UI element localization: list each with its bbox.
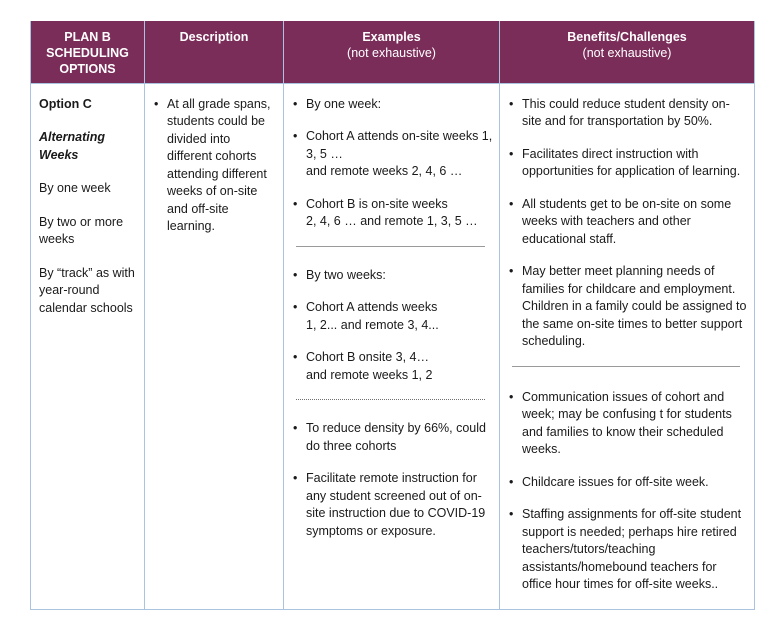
header-benefits-sub: (not exhaustive) bbox=[582, 46, 672, 60]
table-header-row bbox=[31, 21, 755, 83]
option-title: Option C bbox=[39, 96, 92, 111]
header-description-label: Description bbox=[179, 30, 249, 44]
description-bullet: • At all grade spans, students could be divided into different cohorts attending different weeks of on-site and off-site learning. bbox=[153, 96, 277, 236]
challenge-bullet: • Staffing assignments for off-site student support is needed; perhaps hire retired teachers/tutors/teaching assistants/homebound teachers for office hour times for off-site weeks.. bbox=[508, 506, 748, 594]
challenge-bullet: • Childcare issues for off-site week. bbox=[508, 474, 748, 492]
example-bullet: • To reduce density by 66%, could do three cohorts bbox=[292, 420, 493, 455]
examples-group-other bbox=[292, 420, 493, 540]
benefit-bullet: • May better meet planning needs of families for childcare and employment. Children in a family could be assigned to the same on-site times to better support scheduling. bbox=[508, 263, 748, 351]
header-examples bbox=[284, 21, 500, 83]
header-options-line3: OPTIONS bbox=[59, 62, 116, 76]
header-options bbox=[31, 21, 145, 83]
example-text: Cohort B onsite 3, 4… bbox=[306, 350, 429, 364]
benefits-list bbox=[508, 96, 748, 351]
examples-cell bbox=[284, 83, 500, 609]
benefits-cell bbox=[500, 83, 755, 609]
description-list bbox=[153, 96, 277, 236]
example-bullet bbox=[292, 128, 493, 181]
option-line-two-weeks: By two or more weeks bbox=[39, 214, 124, 246]
option-line-one-week: By one week bbox=[39, 181, 111, 195]
description-cell bbox=[145, 83, 284, 609]
option-subtitle-line2: Weeks bbox=[39, 147, 79, 162]
benefit-bullet: • This could reduce student density on-site and for transportation by 50%. bbox=[508, 96, 748, 131]
example-text: Cohort A attends on-site weeks 1, 3, 5 … bbox=[306, 129, 493, 161]
example-bullet: • Facilitate remote instruction for any student screened out of on-site instruction due to COVID-19 symptoms or exposure. bbox=[292, 470, 493, 540]
example-bullet bbox=[292, 349, 493, 384]
examples-divider-dotted bbox=[296, 399, 485, 400]
option-subtitle bbox=[39, 129, 138, 164]
example-text: 1, 2... and remote 3, 4... bbox=[306, 317, 439, 332]
header-benefits bbox=[500, 21, 755, 83]
example-text: Cohort A attends weeks bbox=[306, 300, 438, 314]
example-bullet: • By two weeks: bbox=[292, 267, 493, 285]
option-subtitle-line1: Alternating bbox=[39, 130, 105, 144]
table-row bbox=[31, 83, 755, 609]
challenge-bullet: • Communication issues of cohort and week; may be confusing t for students and families to know their scheduled weeks. bbox=[508, 389, 748, 459]
example-bullet bbox=[292, 196, 493, 231]
example-text: and remote weeks 1, 2 bbox=[306, 367, 433, 382]
header-description bbox=[145, 21, 284, 83]
example-text: 2, 4, 6 … and remote 1, 3, 5 … bbox=[306, 214, 478, 228]
header-benefits-title: Benefits/Challenges bbox=[567, 30, 687, 44]
example-bullet: • By one week: bbox=[292, 96, 493, 114]
challenges-list bbox=[508, 389, 748, 594]
example-text: Cohort B is on-site weeks bbox=[306, 196, 448, 211]
examples-divider-solid bbox=[296, 246, 485, 247]
option-line-track: By “track” as with year-round calendar schools bbox=[39, 265, 135, 315]
header-options-line1: PLAN B bbox=[64, 30, 111, 44]
benefit-bullet: • All students get to be on-site on some weeks with teachers and other educational staff. bbox=[508, 196, 748, 249]
option-cell bbox=[31, 83, 145, 609]
header-examples-title: Examples bbox=[362, 30, 421, 44]
benefits-divider bbox=[512, 366, 740, 367]
examples-group-two-weeks bbox=[292, 267, 493, 385]
benefit-bullet: • Facilitates direct instruction with opportunities for application of learning. bbox=[508, 146, 748, 181]
example-text: and remote weeks 2, 4, 6 … bbox=[306, 164, 463, 178]
header-options-line2: SCHEDULING bbox=[46, 46, 129, 60]
examples-group-one-week bbox=[292, 96, 493, 231]
plan-b-table bbox=[30, 21, 755, 610]
example-bullet bbox=[292, 299, 493, 334]
header-examples-sub: (not exhaustive) bbox=[347, 46, 436, 60]
